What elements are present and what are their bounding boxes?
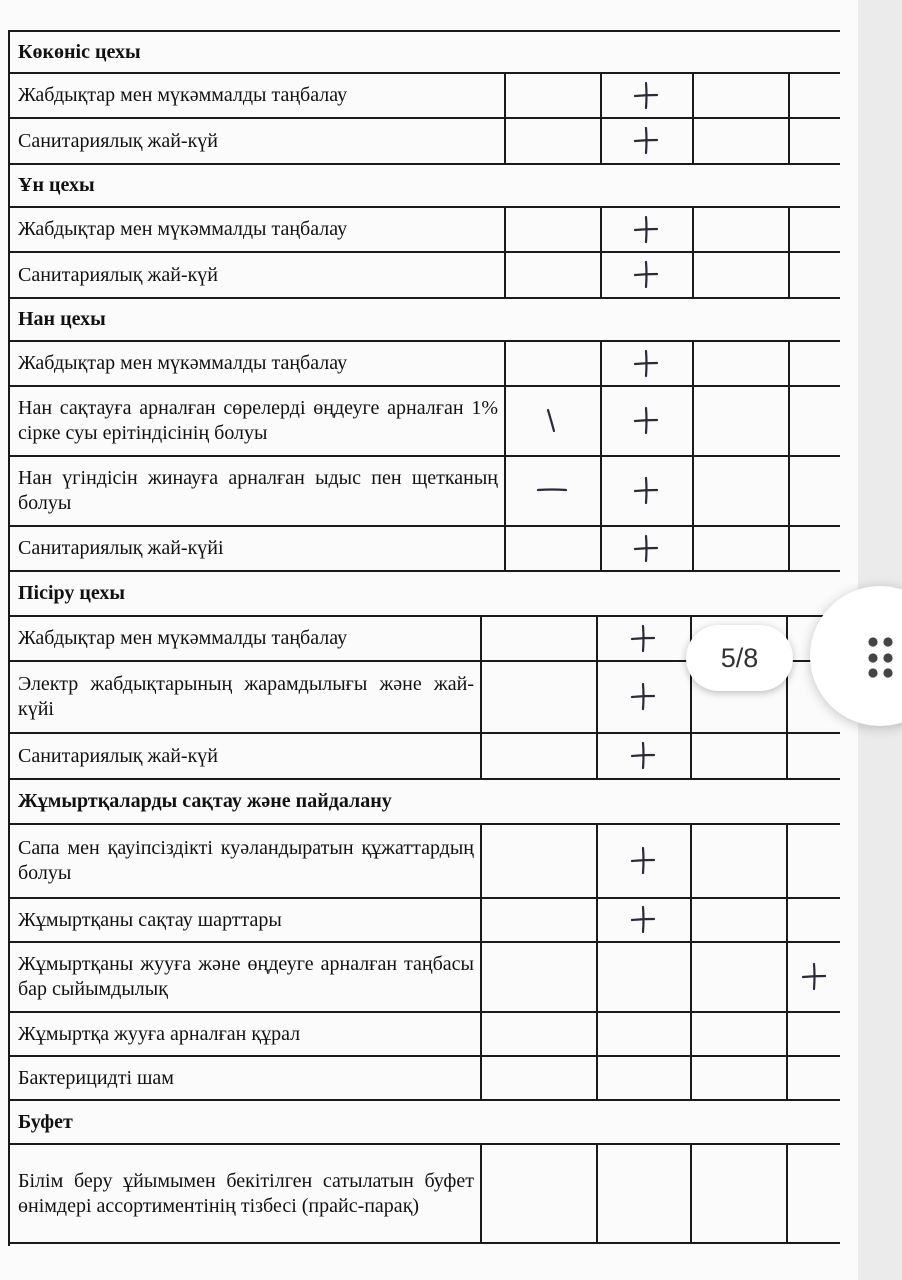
column-divider <box>596 1145 598 1242</box>
row-label: Санитариялық жай-күйі <box>18 537 224 559</box>
table-row <box>10 385 840 455</box>
section-title: Ұн цехы <box>18 174 95 196</box>
column-divider <box>480 1145 482 1242</box>
section-header-row <box>10 778 840 823</box>
row-label: Жабдықтар мен мүкәммалды таңбалау <box>18 218 348 240</box>
row-label: Жабдықтар мен мүкәммалды таңбалау <box>18 84 348 106</box>
plus-mark-icon <box>626 209 666 249</box>
column-divider <box>480 617 482 660</box>
column-divider <box>692 387 694 455</box>
row-label: Жұмыртқа жууға арналған құрал <box>18 1022 301 1045</box>
column-divider <box>692 119 694 163</box>
dash-mark-icon <box>532 470 572 510</box>
column-divider <box>480 1057 482 1099</box>
column-divider <box>480 825 482 897</box>
column-divider <box>690 899 692 941</box>
row-label: Сапа мен қауіпсіздікті куәландыратын құжаттардың болуы <box>18 837 474 884</box>
column-divider <box>504 253 506 297</box>
column-divider <box>692 74 694 117</box>
section-header-row <box>10 297 840 340</box>
row-label: Бактерицидті шам <box>18 1066 174 1089</box>
column-divider <box>690 1057 692 1099</box>
plus-mark-icon <box>623 840 663 880</box>
table-row <box>10 941 840 1011</box>
column-divider <box>480 943 482 1011</box>
column-divider <box>480 734 482 778</box>
column-divider <box>692 527 694 570</box>
column-divider <box>600 253 602 297</box>
section-title: Пісіру цехы <box>18 582 126 604</box>
column-divider <box>480 899 482 941</box>
table-row <box>10 455 840 525</box>
column-divider <box>690 825 692 897</box>
table-row <box>10 251 840 297</box>
table-row <box>10 206 840 251</box>
row-label: Жабдықтар мен мүкәммалды таңбалау <box>18 627 348 649</box>
section-header-row <box>10 1099 840 1143</box>
row-label: Нан үгіндісін жинауға арналған ыдыс пен щетканың болуы <box>18 467 498 514</box>
column-divider <box>596 1057 598 1099</box>
table-row <box>10 1011 840 1055</box>
column-divider <box>596 1013 598 1055</box>
row-label: Жабдықтар мен мүкәммалды таңбалау <box>18 352 348 374</box>
row-label: Электр жабдықтарының жарамдылығы және жай-күйі <box>18 673 474 720</box>
section-title: Көкөніс цехы <box>18 40 141 63</box>
plus-mark-icon <box>794 956 834 996</box>
section-title: Нан цехы <box>18 308 106 330</box>
table-row <box>10 72 840 117</box>
column-divider <box>600 387 602 455</box>
table-row <box>10 525 840 570</box>
section-header-row <box>10 163 840 206</box>
plus-mark-icon <box>626 343 666 383</box>
column-divider <box>690 1145 692 1242</box>
column-divider <box>788 208 790 251</box>
plus-mark-icon <box>623 618 663 658</box>
section-header-row <box>10 570 840 615</box>
column-divider <box>788 457 790 525</box>
plus-mark-icon <box>626 75 666 115</box>
column-divider <box>600 74 602 117</box>
column-divider <box>504 74 506 117</box>
row-label: Санитариялық жай-күй <box>18 129 218 152</box>
plus-mark-icon <box>626 120 666 160</box>
table-row <box>10 1143 840 1244</box>
row-label: Білім беру ұйымымен бекітілген сатылатын буфет өнімдері ассортиментінің тізбесі (прайс-парақ) <box>18 1169 474 1217</box>
row-label: Нан сақтауға арналған сөрелерді өңдеуге арналған 1% сірке суы ерітіндісінің болуы <box>18 397 498 444</box>
table-row <box>10 823 840 897</box>
row-label: Санитариялық жай-күй <box>18 744 218 767</box>
column-divider <box>692 253 694 297</box>
column-divider <box>788 119 790 163</box>
column-divider <box>504 208 506 251</box>
column-divider <box>504 119 506 163</box>
column-divider <box>504 342 506 385</box>
column-divider <box>786 943 788 1011</box>
vertical-mark-icon <box>532 400 572 440</box>
column-divider <box>596 617 598 660</box>
column-divider <box>690 943 692 1011</box>
column-divider <box>690 1013 692 1055</box>
column-divider <box>480 1013 482 1055</box>
section-title: Жұмыртқаларды сақтау және пайдалану <box>18 790 392 812</box>
plus-mark-icon <box>623 735 663 775</box>
column-divider <box>692 457 694 525</box>
plus-mark-icon <box>626 254 666 294</box>
column-divider <box>788 342 790 385</box>
column-divider <box>596 734 598 778</box>
column-divider <box>504 527 506 570</box>
column-divider <box>596 825 598 897</box>
column-divider <box>504 457 506 525</box>
column-divider <box>788 74 790 117</box>
column-divider <box>600 342 602 385</box>
column-divider <box>600 457 602 525</box>
column-divider <box>596 662 598 732</box>
column-divider <box>480 662 482 732</box>
plus-mark-icon <box>626 400 666 440</box>
grid-dots-icon[interactable] <box>868 636 902 682</box>
column-divider <box>692 342 694 385</box>
column-divider <box>600 527 602 570</box>
column-divider <box>504 387 506 455</box>
page-indicator <box>686 625 793 691</box>
table-row <box>10 897 840 941</box>
column-divider <box>786 1057 788 1099</box>
plus-mark-icon <box>623 676 663 716</box>
column-divider <box>786 734 788 778</box>
column-divider <box>596 943 598 1011</box>
table-row <box>10 1055 840 1099</box>
column-divider <box>690 734 692 778</box>
table-row <box>10 732 840 778</box>
column-divider <box>600 208 602 251</box>
row-label: Жұмыртқаны сақтау шарттары <box>18 908 282 931</box>
column-divider <box>596 899 598 941</box>
column-divider <box>788 253 790 297</box>
column-divider <box>786 1145 788 1242</box>
table-row <box>10 340 840 385</box>
table-row <box>10 117 840 163</box>
row-label: Жұмыртқаны жууға және өңдеуге арналған таңбасы бар сыйымдылық <box>18 953 474 1000</box>
plus-mark-icon <box>626 470 666 510</box>
column-divider <box>786 899 788 941</box>
column-divider <box>600 119 602 163</box>
column-divider <box>786 825 788 897</box>
column-divider <box>788 527 790 570</box>
column-divider <box>788 387 790 455</box>
page-indicator-label: 5/8 <box>720 642 759 673</box>
column-divider <box>786 1013 788 1055</box>
section-title: Буфет <box>18 1110 73 1133</box>
plus-mark-icon <box>626 528 666 568</box>
section-header-row <box>10 30 840 72</box>
plus-mark-icon <box>623 899 663 939</box>
row-label: Санитариялық жай-күй <box>18 263 218 286</box>
column-divider <box>692 208 694 251</box>
